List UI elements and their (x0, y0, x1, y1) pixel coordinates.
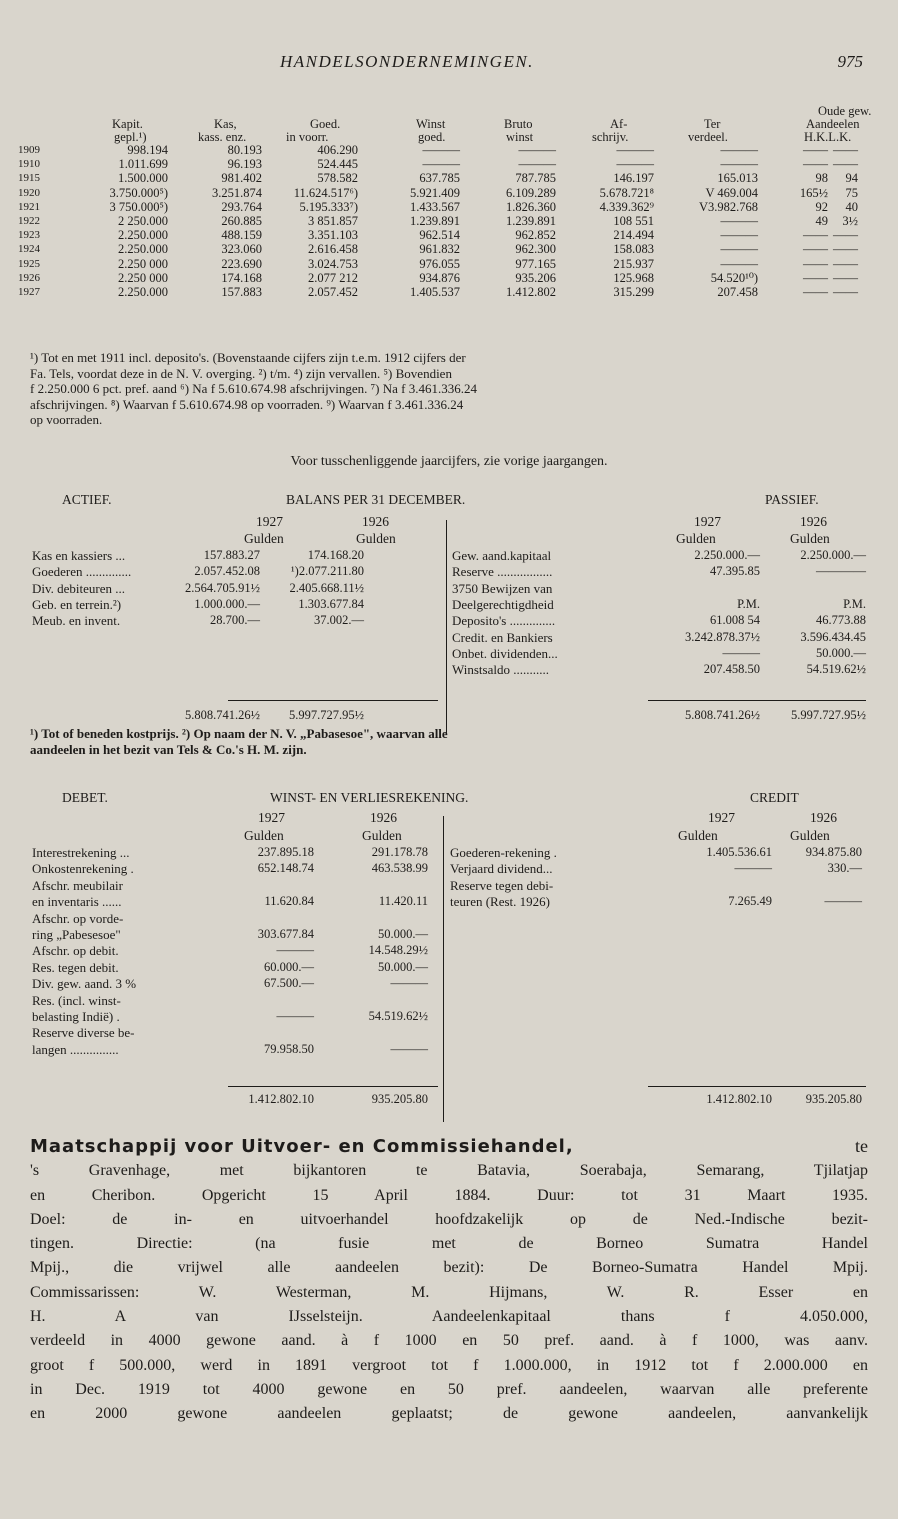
footnote-line: f 2.250.000 6 pct. pref. aand ⁶) Na f 5.610.674.98 afschrijvingen. ⁷) Na f 3.461.336.24 (30, 381, 477, 396)
col-head-kapit-2: gepl.¹) (114, 130, 147, 144)
cell-bruto: ——— (518, 157, 556, 172)
col-head-oude-1: Oude gew. (818, 104, 872, 118)
debet-value-v2: 11.420.11 (378, 894, 428, 909)
paragraph-line: Doel: de in- en uitvoerhandel hoofdzakelijk op de Ned.-Indische bezit- (30, 1210, 868, 1228)
debet-value-v1: 60.000.— (264, 959, 314, 974)
cell-ter: V3.982.768 (698, 199, 758, 214)
cell-kapit: 2.250.000 (118, 242, 168, 257)
debet-label: Res. (incl. winst- (32, 992, 121, 1008)
cell-af: 108 551 (613, 213, 654, 228)
footnote-line: aandeelen in het bezit van Tels & Co.'s H. M. zijn. (30, 741, 307, 757)
actief-value-v2: ¹)2.077.211.80 (290, 564, 364, 579)
passief-label: Reserve ................. (452, 564, 553, 580)
cell-goed: 5.195.333⁷) (299, 199, 358, 214)
bal-unit-left-2: Gulden (356, 531, 396, 546)
table-row (18, 186, 868, 200)
bal-total-right-1926: 5.997.727.95½ (791, 708, 866, 722)
balans-footnotes (30, 726, 870, 757)
cell-ter: 54.520¹⁰) (710, 270, 758, 285)
bal-year-1926-right: 1926 (800, 514, 827, 529)
credit-label: Reserve tegen debi- (450, 877, 554, 893)
cell-kapit: 998.194 (127, 143, 168, 157)
col-head-goed-1: Goed. (310, 117, 341, 131)
winst-year-1926-right: 1926 (810, 810, 837, 825)
col-head-af-2: schrijv. (592, 130, 629, 144)
cell-o1: —— (803, 228, 828, 243)
debet-value-v2: 50.000.— (378, 959, 428, 974)
passief-label: Onbet. dividenden... (452, 645, 558, 661)
cell-o1: —— (803, 256, 828, 271)
cell-ter: ——— (720, 242, 758, 257)
bal-unit-right-1: Gulden (676, 531, 716, 546)
cell-kapit: 2.250.000 (118, 284, 168, 299)
cell-goed: 3.024.753 (308, 256, 358, 271)
paragraph-line: in Dec. 1919 tot 4000 gewone en 50 pref. aandeelen, waarvan alle preferente (30, 1380, 868, 1398)
cell-o1: —— (803, 143, 828, 157)
paragraph-line: tingen. Directie: (na fusie met de Borneo Sumatra Handel (30, 1235, 868, 1253)
passief-value-v2: 50.000.— (816, 645, 866, 660)
company-name-tail: te (855, 1136, 868, 1156)
actief-value-v2: 174.168.20 (307, 548, 364, 562)
table-row (18, 214, 868, 228)
cell-winst: 976.055 (419, 256, 460, 271)
cell-af: 214.494 (613, 228, 654, 243)
cell-ter: V 469.004 (705, 185, 758, 200)
bal-total-left-1927: 5.808.741.26½ (185, 708, 260, 722)
bal-total-left-1926: 5.997.727.95½ (289, 708, 364, 722)
cell-kapit: 1.500.000 (118, 171, 168, 186)
winst-year-1926-left: 1926 (370, 810, 397, 825)
cell-winst: 1.405.537 (410, 284, 460, 299)
cell-winst: 5.921.409 (410, 185, 460, 200)
table-row (18, 171, 868, 185)
cell-kapit: 2.250 000 (118, 270, 168, 285)
cell-bruto: 6.109.289 (506, 185, 556, 200)
passief-value-v2: P.M. (843, 596, 866, 611)
cell-winst: ——— (422, 143, 460, 157)
debet-label: Reserve diverse be- (32, 1025, 135, 1041)
debet-value-v2: 463.538.99 (371, 861, 428, 876)
cell-year: 1926 (18, 271, 40, 284)
cell-bruto: 787.785 (515, 171, 556, 186)
cell-o2: —— (833, 284, 858, 299)
debet-value-v1: 237.895.18 (257, 845, 314, 859)
cell-af: 146.197 (613, 171, 654, 186)
col-head-oude-3: H.K.L.K. (804, 130, 852, 144)
cell-o2: 40 (845, 199, 858, 214)
cell-winst: 1.433.567 (410, 199, 460, 214)
actief-value-v1: 2.564.705.91½ (185, 580, 260, 595)
debet-value-v1: 11.620.84 (264, 894, 314, 909)
cell-o2: —— (833, 256, 858, 271)
table-row (18, 257, 868, 271)
passief-value-v1: 61.008 54 (710, 613, 760, 628)
credit-value-v1: ——— (734, 861, 772, 876)
col-head-bruto-2: winst (506, 130, 534, 144)
cell-year: 1925 (18, 257, 40, 270)
credit-label: Goederen-rekening . (450, 845, 557, 860)
actief-label: Kas en kassiers ... (32, 548, 126, 563)
cell-kapit: 2.250.000 (118, 228, 168, 243)
passief-value-v1: P.M. (737, 596, 760, 611)
paragraph-line: 's Gravenhage, met bijkantoren te Batavia, Soerabaja, Semarang, Tjilatjap (30, 1162, 868, 1180)
cell-o1: —— (803, 242, 828, 257)
passief-value-v2: ———— (816, 564, 866, 579)
cell-winst: ——— (422, 157, 460, 172)
cell-year: 1924 (18, 243, 40, 256)
debet-value-v2: 54.519.62½ (368, 1009, 428, 1023)
passief-label: Winstsaldo ........... (452, 662, 549, 678)
cell-goed: 406.290 (317, 143, 358, 157)
col-head-oude-2: Aandeelen (806, 117, 860, 131)
passief-value-v1: 3.242.878.37½ (685, 629, 760, 644)
col-head-winst-1: Winst (416, 117, 446, 131)
top-table-footnotes (30, 350, 870, 428)
passief-label: 3750 Bewijzen van (452, 580, 553, 596)
passief-label: Gew. aand.kapitaal (452, 548, 552, 563)
table-row (18, 143, 868, 157)
cell-bruto: 962.300 (515, 242, 556, 257)
cell-bruto: 1.826.360 (506, 199, 556, 214)
bal-unit-left-1: Gulden (244, 531, 284, 546)
footnote-line: afschrijvingen. ⁸) Waarvan f 5.610.674.98 op voorraden. ⁹) Waarvan f 3.461.336.24 (30, 396, 464, 412)
cell-o1: 49 (815, 213, 828, 228)
cell-o1: 165½ (799, 185, 828, 200)
bal-total-rule-right (648, 700, 866, 701)
debet-label: Afschr. op debit. (32, 943, 119, 959)
cell-goed: 2.077 212 (308, 270, 358, 285)
debet-value-v1: 652.148.74 (257, 861, 314, 876)
passief-value-v1: 207.458.50 (703, 662, 760, 677)
cell-winst: 934.876 (419, 270, 460, 285)
cell-o2: —— (833, 157, 858, 172)
passief-value-v1: ——— (722, 645, 760, 660)
footnote-line: ¹) Tot en met 1911 incl. deposito's. (Bovenstaande cijfers zijn t.e.m. 1912 cijfers der (30, 350, 466, 365)
page-header (0, 52, 898, 74)
cell-kas: 293.764 (221, 199, 262, 214)
cell-kas: 323.060 (221, 242, 262, 257)
col-head-kas-2: kass. enz. (198, 130, 247, 144)
cell-year: 1923 (18, 229, 40, 242)
actief-value-v2: 2.405.668.11½ (289, 580, 364, 595)
cell-winst: 637.785 (419, 171, 460, 186)
col-head-ter-2: verdeel. (688, 130, 728, 144)
cell-kas: 96.193 (227, 157, 262, 172)
debet-value-v1: ——— (276, 1009, 314, 1023)
actief-title: ACTIEF. (62, 492, 112, 507)
cell-bruto: 1.239.891 (506, 213, 556, 228)
company-name: Maatschappij voor Uitvoer- en Commissiehandel, (30, 1136, 574, 1157)
bal-year-1927-right: 1927 (694, 514, 721, 529)
cell-kas: 174.168 (221, 270, 262, 285)
winst-divider (443, 816, 444, 1122)
table-row (18, 228, 868, 242)
col-head-bruto-1: Bruto (504, 117, 533, 131)
cell-o2: —— (833, 242, 858, 257)
cell-o2: 3½ (842, 213, 858, 228)
cell-ter: ——— (720, 213, 758, 228)
winst-total-right-1927: 1.412.802.10 (706, 1092, 772, 1106)
debet-value-v2: 50.000.— (378, 927, 428, 941)
debet-value-v1: 303.677.84 (257, 927, 314, 941)
cell-ter: ——— (720, 228, 758, 243)
cell-kas: 260.885 (221, 213, 262, 228)
cell-goed: 2.616.458 (308, 242, 358, 257)
table-row (18, 242, 868, 256)
debet-label: en inventaris ...... (32, 894, 122, 910)
actief-value-v1: 28.700.— (210, 613, 260, 628)
cell-winst: 961.832 (419, 242, 460, 257)
cell-bruto: 1.412.802 (506, 284, 556, 299)
actief-label: Div. debiteuren ... (32, 580, 126, 596)
passief-value-v1: 2.250.000.— (694, 548, 760, 562)
cell-af: 158.083 (613, 242, 654, 257)
debet-label: Afschr. op vorde- (32, 910, 124, 926)
cell-kapit: 3 750.000⁵) (109, 199, 168, 214)
credit-value-v1: 7.265.49 (728, 894, 772, 909)
cell-goed: 524.445 (317, 157, 358, 172)
cell-kapit: 2.250 000 (118, 256, 168, 271)
cell-goed: 3 851.857 (308, 213, 358, 228)
credit-value-v2: ——— (824, 894, 862, 909)
table-row (18, 285, 868, 299)
footnote-line: Fa. Tels, voordat deze in de N. V. overging. ²) t/m. ⁴) zijn vervallen. ⁵) Bovendien (30, 365, 452, 381)
cell-kas: 157.883 (221, 284, 262, 299)
table-row (18, 271, 868, 285)
cell-goed: 11.624.517⁶) (293, 185, 358, 200)
balans-divider (446, 520, 447, 734)
actief-value-v2: 37.002.— (314, 613, 364, 628)
bal-year-1927-left: 1927 (256, 514, 283, 529)
winst-unit-left-1: Gulden (244, 828, 284, 843)
actief-value-v2: 1.303.677.84 (298, 596, 364, 611)
actief-label: Geb. en terrein.²) (32, 596, 122, 612)
cell-kapit: 2 250.000 (118, 213, 168, 228)
cell-o2: —— (833, 270, 858, 285)
cell-goed: 2.057.452 (308, 284, 358, 299)
col-head-winst-2: goed. (418, 130, 446, 144)
passief-label: Deelgerechtigdheid (452, 596, 554, 612)
credit-value-v2: 330.— (827, 861, 862, 876)
winst-unit-right-2: Gulden (790, 828, 830, 843)
cell-o2: —— (833, 143, 858, 157)
cell-ter: ——— (720, 256, 758, 271)
paragraph-line: Mpij., die vrijwel alle aandeelen bezit): De Borneo-Sumatra Handel Mpij. (30, 1259, 868, 1277)
cell-year: 1910 (18, 158, 40, 171)
cell-kas: 981.402 (221, 171, 262, 186)
cell-o1: —— (803, 270, 828, 285)
winst-total-rule-left (228, 1086, 438, 1087)
cell-o1: 92 (815, 199, 828, 214)
bal-total-right-1927: 5.808.741.26½ (685, 708, 760, 722)
debet-label: ring „Pabesesoe" (32, 927, 121, 942)
financial-history-table (18, 104, 872, 299)
cell-ter: 207.458 (717, 284, 758, 299)
debet-label: Div. gew. aand. 3 % (32, 976, 137, 992)
debet-value-v1: 79.958.50 (264, 1041, 314, 1056)
cell-ter: 165.013 (717, 171, 758, 186)
winst-title: WINST- EN VERLIESREKENING. (270, 790, 469, 805)
cell-o1: 98 (815, 171, 828, 186)
cell-kas: 223.690 (221, 256, 262, 271)
debet-value-v2: ——— (390, 976, 428, 991)
cell-bruto: 962.852 (515, 228, 556, 243)
running-title: HANDELSONDERNEMINGEN. (280, 52, 534, 71)
cell-winst: 1.239.891 (410, 213, 460, 228)
company-description (30, 1134, 868, 1427)
cell-af: 315.299 (613, 284, 654, 299)
cell-af: 125.968 (613, 270, 654, 285)
cell-kas: 80.193 (227, 143, 262, 157)
cell-af: 5.678.721⁸ (599, 185, 654, 200)
paragraph-line: en 2000 gewone aandeelen geplaatst; de gewone aandeelen, aanvankelijk (30, 1405, 868, 1423)
col-head-goed-2: in voorr. (286, 130, 329, 144)
debet-label: Afschr. meubilair (32, 877, 123, 893)
debet-label: Res. tegen debit. (32, 959, 119, 975)
cell-winst: 962.514 (419, 228, 460, 243)
debet-label: Interestrekening ... (32, 845, 130, 860)
cell-o1: —— (803, 157, 828, 172)
cell-year: 1920 (18, 186, 40, 199)
debet-value-v1: 67.500.— (264, 976, 314, 991)
cell-af: 4.339.362⁹ (599, 199, 654, 214)
debet-value-v2: ——— (390, 1041, 428, 1056)
debet-value-v1: ——— (276, 943, 314, 958)
cell-bruto: ——— (518, 143, 556, 157)
winst-total-rule-right (648, 1086, 866, 1087)
cell-year: 1922 (18, 214, 40, 227)
winst-unit-left-2: Gulden (362, 828, 402, 843)
debet-value-v2: 14.548.29½ (368, 943, 428, 958)
passief-value-v2: 3.596.434.45 (800, 629, 866, 644)
passief-label: Credit. en Bankiers (452, 629, 553, 645)
credit-label: teuren (Rest. 1926) (450, 894, 551, 910)
cell-kapit: 3.750.000⁵) (109, 185, 168, 200)
actief-value-v1: 2.057.452.08 (194, 564, 260, 579)
footnote-line: op voorraden. (30, 412, 103, 427)
paragraph-line: groot f 500.000, werd in 1891 vergroot tot f 1.000.000, in 1912 tot f 2.000.000 en (30, 1356, 868, 1374)
cell-o2: —— (833, 228, 858, 243)
cell-bruto: 935.206 (515, 270, 556, 285)
note-previous-years: Voor tusschenliggende jaarcijfers, zie vorige jaargangen. (290, 454, 608, 469)
cell-year: 1915 (18, 172, 40, 185)
winst-total-right-1926: 935.205.80 (805, 1092, 862, 1106)
debet-label: belasting Indië) . (32, 1009, 120, 1024)
credit-title: CREDIT (750, 790, 799, 805)
bal-unit-right-2: Gulden (790, 531, 830, 546)
col-head-ter-1: Ter (704, 117, 721, 131)
debet-value-v2: 291.178.78 (371, 845, 428, 859)
credit-value-v1: 1.405.536.61 (706, 845, 772, 859)
cell-kas: 3.251.874 (212, 185, 262, 200)
cell-o2: 94 (845, 171, 858, 186)
winst-total-left-1926: 935.205.80 (371, 1092, 428, 1106)
cell-o2: 75 (845, 185, 858, 200)
footnote-line: ¹) Tot of beneden kostprijs. ²) Op naam der N. V. „Pabasesoe", waarvan alle (30, 726, 448, 741)
cell-year: 1921 (18, 200, 40, 213)
paragraph-line: en Cheribon. Opgericht 15 April 1884. Duur: tot 31 Maart 1935. (30, 1186, 868, 1204)
cell-year: 1927 (18, 285, 40, 298)
cell-kas: 488.159 (221, 228, 262, 243)
passief-label: Deposito's .............. (452, 613, 556, 629)
winst-year-1927-left: 1927 (258, 810, 285, 825)
col-head-kas-1: Kas, (214, 117, 237, 131)
passief-value-v2: 54.519.62½ (806, 662, 866, 677)
passief-value-v1: 47.395.85 (710, 564, 760, 579)
cell-ter: ——— (720, 143, 758, 157)
cell-year: 1909 (18, 144, 40, 156)
bal-total-rule-left (228, 700, 438, 701)
debet-title: DEBET. (62, 790, 108, 805)
col-head-kapit-1: Kapit. (112, 117, 143, 131)
actief-label: Goederen .............. (32, 564, 132, 580)
page-number: 975 (837, 52, 863, 71)
table-row (18, 200, 868, 214)
winst-year-1927-right: 1927 (708, 810, 735, 825)
table-row (18, 157, 868, 171)
bal-year-1926-left: 1926 (362, 514, 389, 529)
debet-label: langen ............... (32, 1041, 119, 1057)
cell-kapit: 1.011.699 (118, 157, 168, 172)
actief-value-v1: 1.000.000.— (194, 596, 260, 611)
cell-goed: 578.582 (317, 171, 358, 186)
passief-value-v2: 46.773.88 (816, 613, 866, 628)
passief-title: PASSIEF. (765, 492, 819, 507)
paragraph-line: Commissarissen: W. Westerman, M. Hijmans, W. R. Esser en (30, 1283, 868, 1301)
cell-bruto: 977.165 (515, 256, 556, 271)
cell-ter: ——— (720, 157, 758, 172)
cell-af: 215.937 (613, 256, 654, 271)
actief-label: Meub. en invent. (32, 613, 121, 629)
cell-goed: 3.351.103 (308, 228, 358, 243)
cell-o1: —— (803, 284, 828, 299)
credit-label: Verjaard dividend... (450, 861, 553, 877)
actief-value-v1: 157.883.27 (203, 548, 260, 562)
cell-af: ——— (616, 157, 654, 172)
col-head-af-1: Af- (610, 117, 628, 131)
winst-unit-right-1: Gulden (678, 828, 718, 843)
cell-af: ——— (616, 143, 654, 157)
paragraph-line: verdeeld in 4000 gewone aand. à f 1000 en 50 pref. aand. à f 1000, was aanv. (30, 1332, 868, 1350)
paragraph-line: H. A van IJsselsteijn. Aandeelenkapitaal thans f 4.050.000, (30, 1308, 868, 1326)
debet-label: Onkostenrekening . (32, 861, 134, 877)
passief-value-v2: 2.250.000.— (800, 548, 866, 562)
balans-title: BALANS PER 31 DECEMBER. (286, 492, 466, 507)
winst-total-left-1927: 1.412.802.10 (248, 1092, 314, 1106)
credit-value-v2: 934.875.80 (805, 845, 862, 859)
